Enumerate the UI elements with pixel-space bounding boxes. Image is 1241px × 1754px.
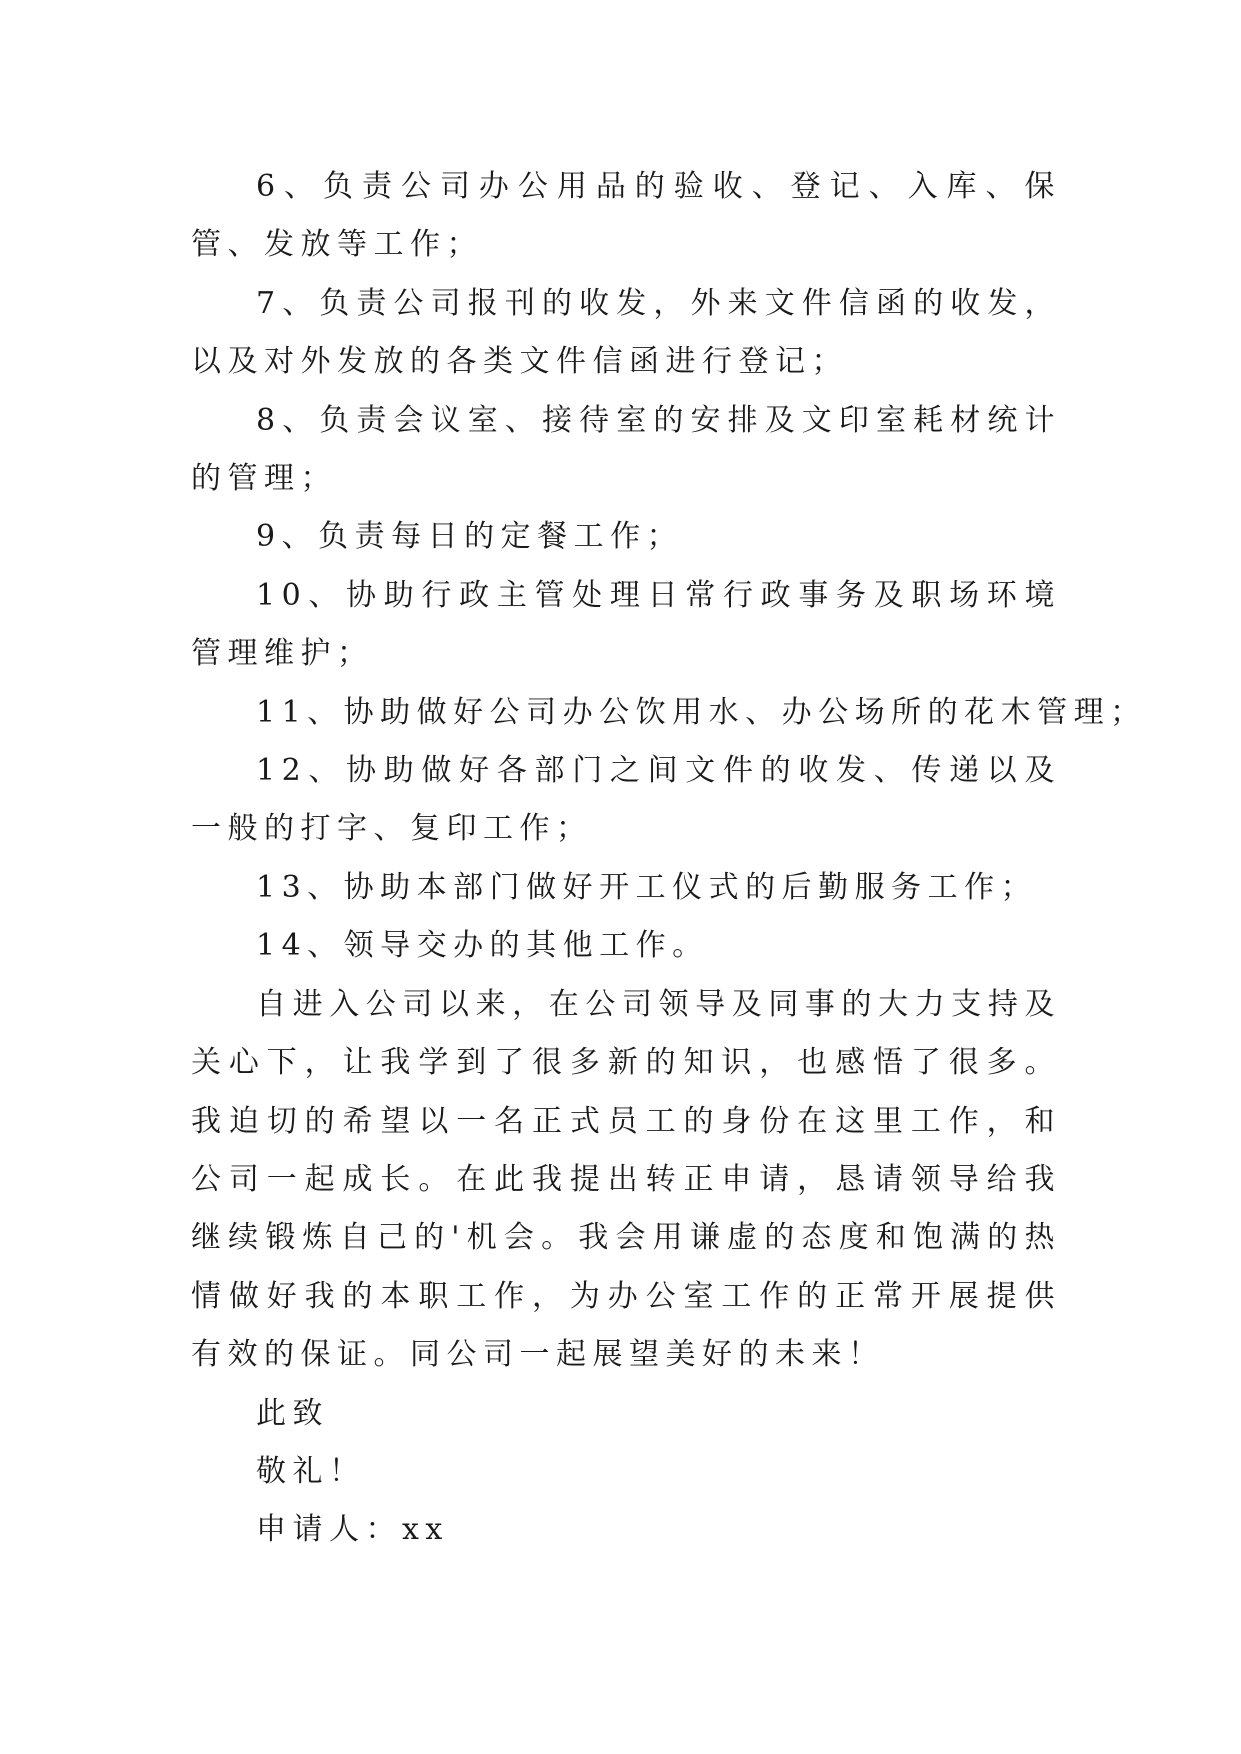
list-item: 11、协助做好公司办公饮用水、办公场所的花木管理； (256, 694, 1147, 730)
list-item: 8、负责会议室、接待室的安排及文印室耗材统计的管理； (191, 402, 1061, 497)
list-item: 13、协助本部门做好开工仪式的后勤服务工作； (256, 869, 1038, 905)
salutation-line: 此致 (256, 1395, 329, 1431)
salutation-closing: 敬礼！ (256, 1453, 366, 1489)
list-item: 14、领导交办的其他工作。 (256, 928, 709, 964)
signature-line: 申请人：xx (256, 1512, 449, 1548)
list-item: 12、协助做好各部门之间文件的收发、传递以及一般的打字、复印工作； (191, 753, 1061, 847)
list-item: 7、负责公司报刊的收发，外来文件信函的收发，以及对外发放的各类文件信函进行登记； (191, 285, 1061, 380)
list-item: 10、协助行政主管处理日常行政事务及职场环境管理维护； (191, 577, 1061, 672)
list-item: 9、负责每日的定餐工作； (256, 519, 684, 555)
list-item: 6、负责公司办公用品的验收、登记、入库、保管、发放等工作； (191, 169, 1061, 263)
closing-paragraph: 自进入公司以来，在公司领导及同事的大力支持及关心下，让我学到了很多新的知识，也感悟了很多。我迫切的希望以一名正式员工的身份在这里工作，和公司一起成长。在此我提出转正申请，恳请领导给我继续锻炼自己的'机会。我会用谦虚的态度和饱满的热情做好我的本职工作，为办公室工作的正常开展提供有效的保证。同公司一起展望美好的未来！ (191, 986, 1061, 1373)
document-body (191, 158, 1147, 1560)
